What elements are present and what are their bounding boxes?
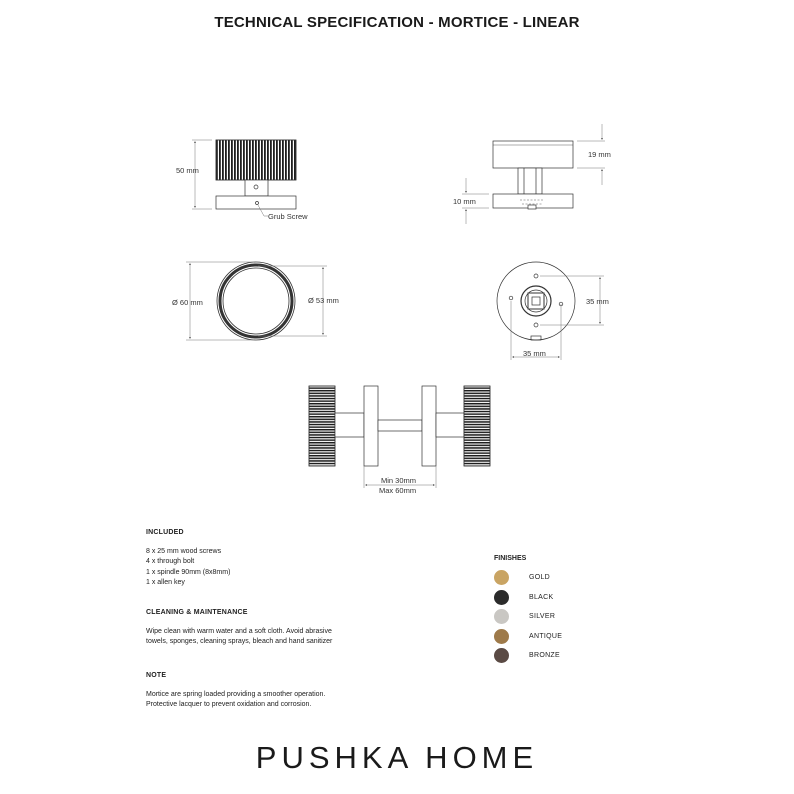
finishes-heading: FINISHES <box>494 555 527 562</box>
included-item: 1 x spindle 90mm (8x8mm) <box>146 568 231 576</box>
finish-bronze <box>494 646 562 666</box>
top-19-label: 19 mm <box>588 150 611 159</box>
finish-antique <box>494 627 562 647</box>
finishes-section <box>494 555 562 666</box>
finish-label: BRONZE <box>529 652 560 660</box>
cleaning-line: towels, sponges, cleaning sprays, bleach and hand sanitizer <box>146 638 333 645</box>
grub-screw-label: Grub Screw <box>268 212 308 221</box>
finish-label: GOLD <box>529 574 551 582</box>
finish-label: ANTIQUE <box>529 632 563 640</box>
page-title: TECHNICAL SPECIFICATION - MORTICE - LINEAR <box>214 14 580 31</box>
included-item: 8 x 25 mm wood screws <box>146 547 222 555</box>
front-view-knob <box>217 262 295 340</box>
note-line: Mortice are spring loaded providing a smoother operation. <box>146 690 326 698</box>
antique-swatch <box>494 629 509 644</box>
bronze-swatch <box>494 648 509 663</box>
height-50-label: 50 mm <box>176 166 199 175</box>
max-60-label: Max 60mm <box>379 486 417 495</box>
finish-label: BLACK <box>529 593 554 601</box>
included-section <box>146 528 230 589</box>
note-section <box>146 671 325 711</box>
finish-label: SILVER <box>529 613 556 621</box>
note-line: Protective lacquer to prevent oxidation and corrosion. <box>146 701 312 708</box>
included-item: 1 x allen key <box>146 579 185 586</box>
rose-back-view <box>497 262 575 340</box>
finish-gold <box>494 568 562 588</box>
rose-35-v-label: 35 mm <box>586 297 609 306</box>
silver-swatch <box>494 609 509 624</box>
finish-silver <box>494 607 562 627</box>
side-view-knob-right <box>493 141 573 209</box>
rose-35-h-label: 35 mm <box>523 349 546 358</box>
gold-swatch <box>494 570 509 585</box>
included-item: 4 x through bolt <box>146 558 195 565</box>
cleaning-line: Wipe clean with warm water and a soft cloth. Avoid abrasive <box>146 627 332 635</box>
finish-black <box>494 588 562 608</box>
cleaning-heading: CLEANING & MAINTENANCE <box>146 609 248 616</box>
assembly-view <box>309 386 490 466</box>
dia-60-label: Ø 60 mm <box>172 298 203 307</box>
brand-logo: PUSHKA HOME <box>255 740 539 775</box>
min-30-label: Min 30mm <box>381 476 417 485</box>
dia-53-label: Ø 53 mm <box>308 296 339 305</box>
side-view-knob <box>216 140 296 209</box>
black-swatch <box>494 590 509 605</box>
included-heading: INCLUDED <box>146 529 184 536</box>
note-heading: NOTE <box>146 672 167 679</box>
base-10-label: 10 mm <box>453 197 476 206</box>
cleaning-section <box>146 608 332 648</box>
